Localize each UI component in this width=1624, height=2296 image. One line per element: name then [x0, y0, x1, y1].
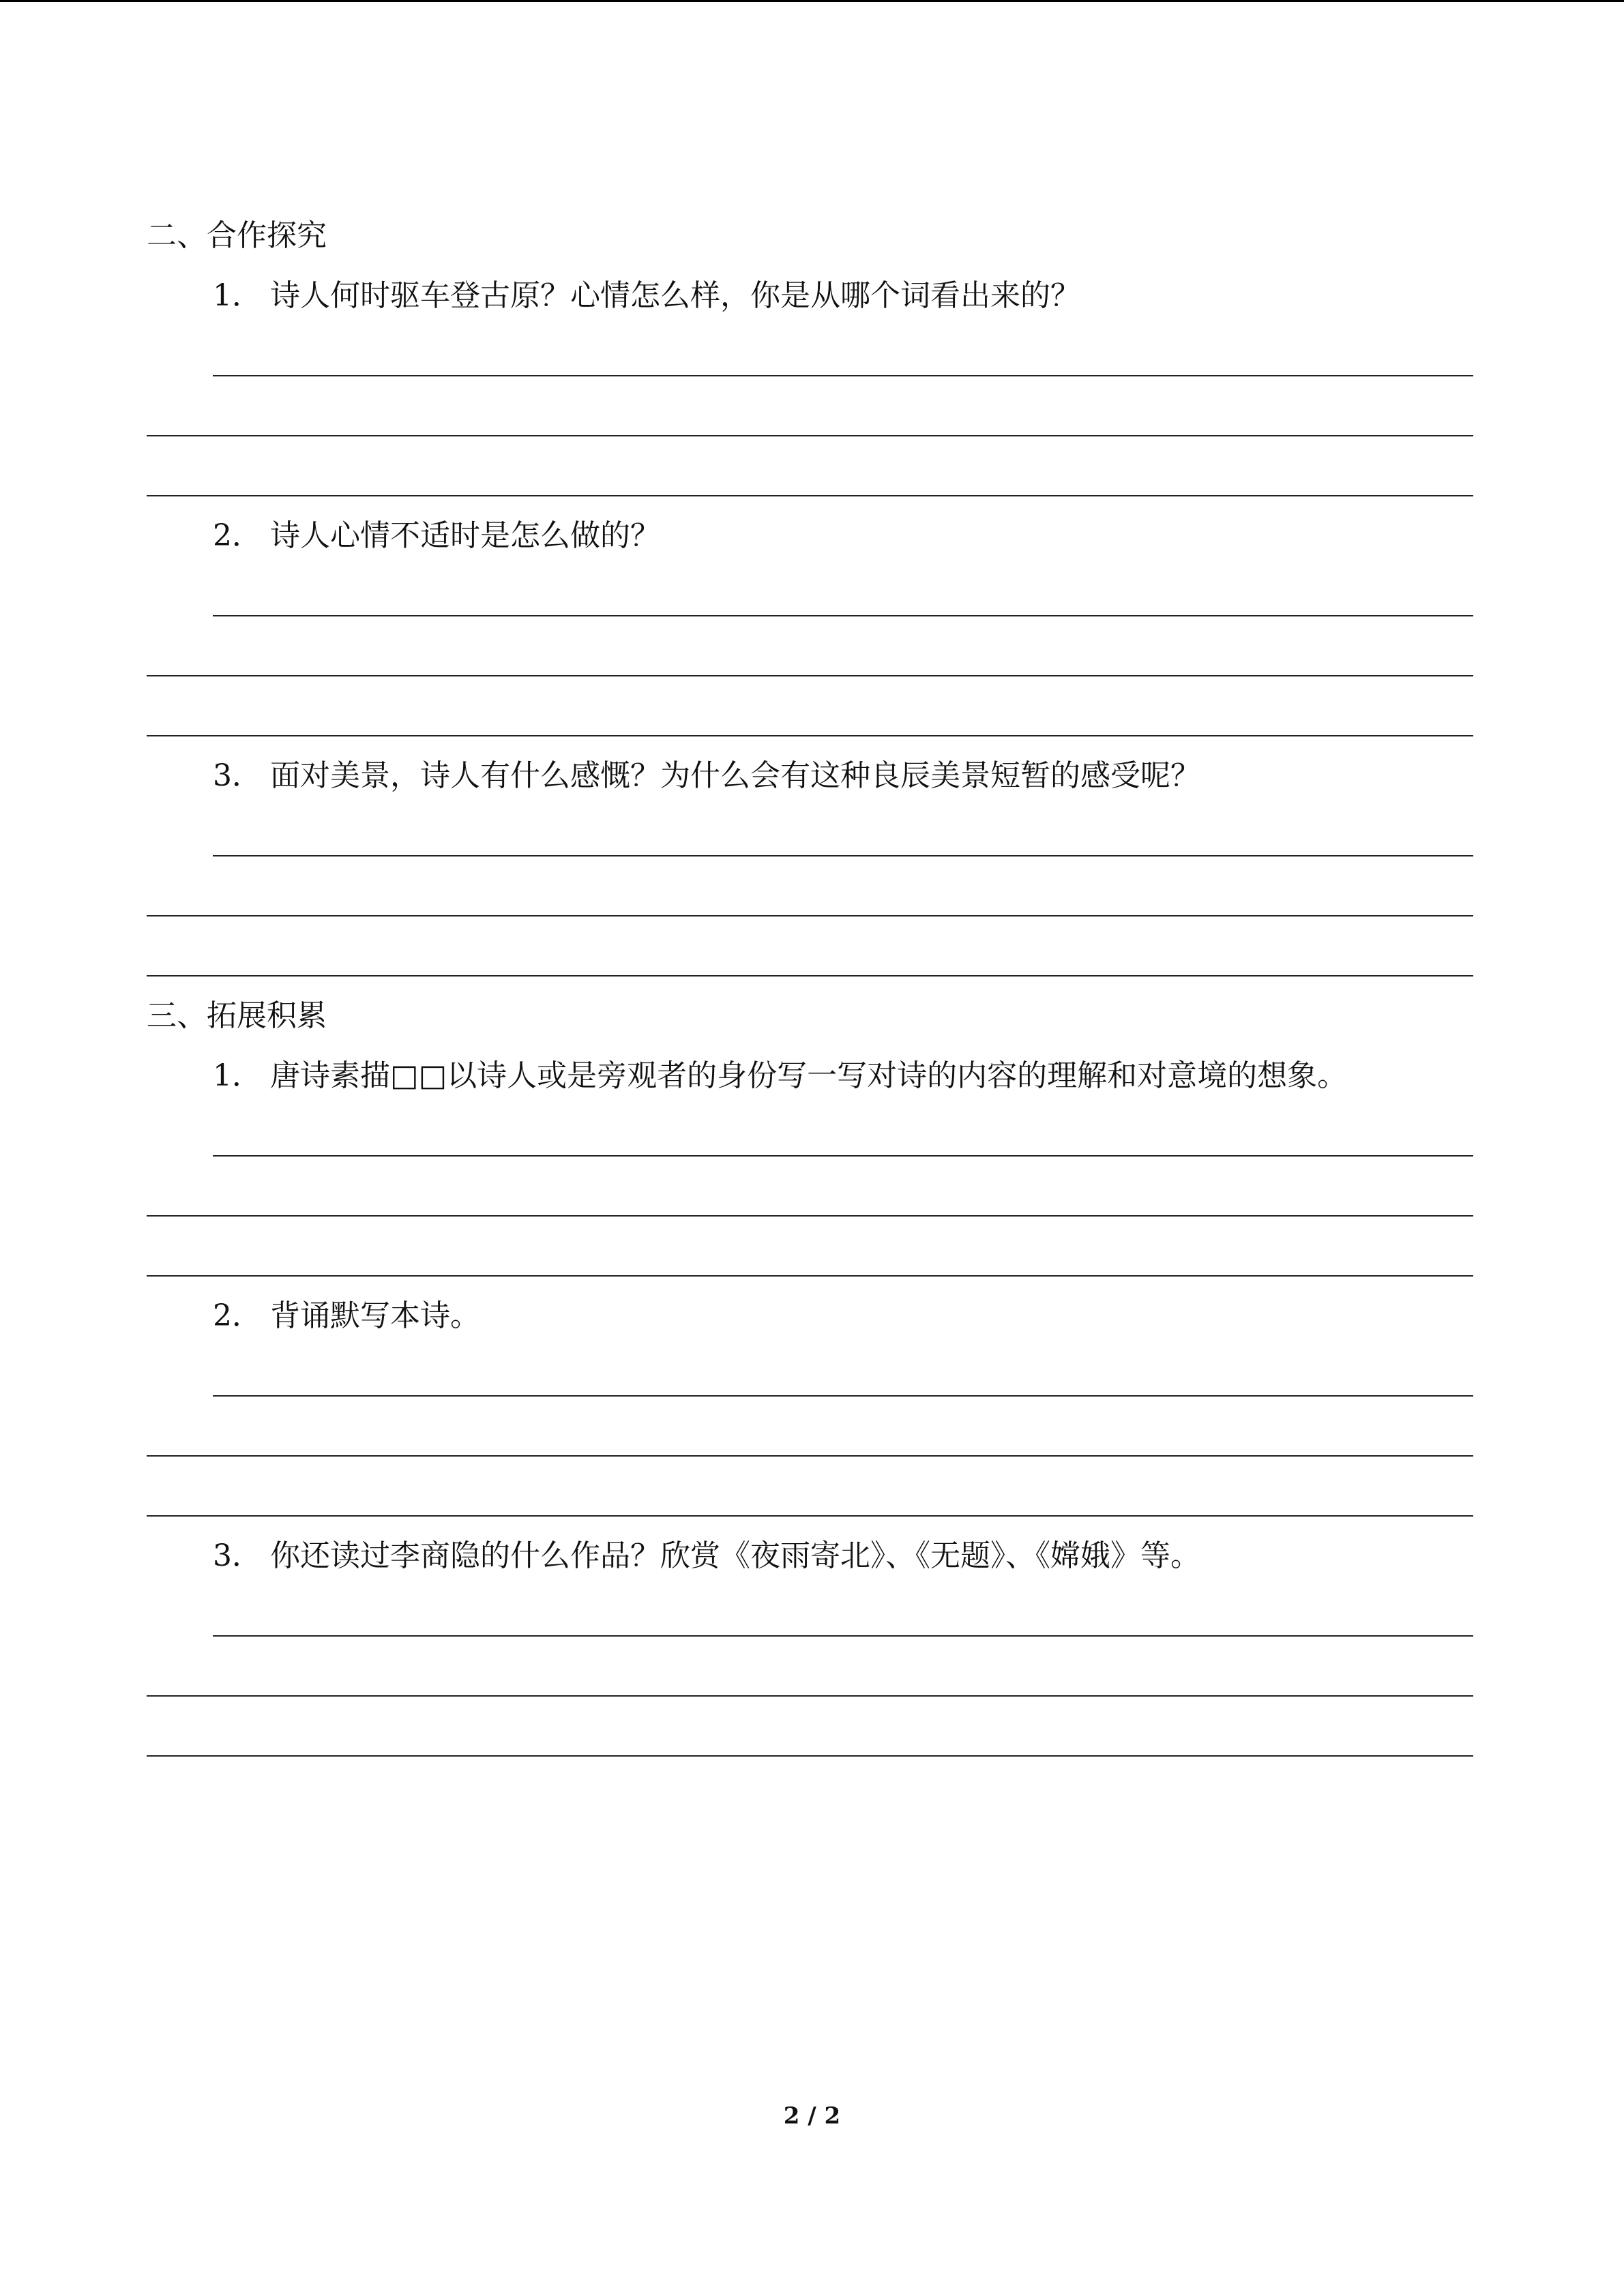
- question-text: 面对美景，诗人有什么感慨？为什么会有这种良辰美景短暂的感受呢？: [270, 758, 1200, 793]
- question-text: 你还读过李商隐的什么作品？欣赏《夜雨寄北》、《无题》、《嫦娥》等。: [270, 1538, 1200, 1573]
- answer-line[interactable]: [147, 915, 1473, 916]
- answer-line[interactable]: [213, 855, 1473, 856]
- answer-line[interactable]: [147, 495, 1473, 496]
- answer-line[interactable]: [147, 1755, 1473, 1757]
- answer-line[interactable]: [147, 735, 1473, 736]
- section-heading-extended-accumulation: 三、拓展积累: [147, 998, 327, 1033]
- answer-line[interactable]: [213, 1635, 1473, 1637]
- answer-line[interactable]: [147, 1695, 1473, 1697]
- top-border: [0, 0, 1624, 2]
- answer-line[interactable]: [147, 435, 1473, 436]
- answer-line[interactable]: [147, 975, 1473, 976]
- question-number: 3．: [213, 758, 262, 793]
- answer-line[interactable]: [147, 1275, 1473, 1277]
- question-2-1: [213, 275, 1080, 316]
- question-number: 2．: [213, 1298, 262, 1333]
- question-number: 3．: [213, 1538, 262, 1573]
- answer-line[interactable]: [147, 675, 1473, 676]
- question-number: 1．: [213, 278, 262, 313]
- section-heading-cooperative-inquiry: 二、合作探究: [147, 218, 327, 253]
- answer-line[interactable]: [213, 1395, 1473, 1397]
- answer-line[interactable]: [213, 615, 1473, 616]
- answer-line[interactable]: [147, 1455, 1473, 1457]
- question-3-2: [213, 1296, 480, 1337]
- answer-line[interactable]: [213, 1155, 1473, 1157]
- question-3-3: [213, 1536, 1200, 1577]
- question-number: 1．: [213, 1058, 262, 1093]
- question-2-2: [213, 516, 660, 556]
- page-number: 2 / 2: [783, 2102, 841, 2130]
- question-3-1: [213, 1056, 1347, 1097]
- question-text: 诗人心情不适时是怎么做的？: [270, 518, 660, 553]
- question-text: 背诵默写本诗。: [270, 1298, 480, 1333]
- answer-line[interactable]: [147, 1215, 1473, 1217]
- question-text: 唐诗素描□□以诗人或是旁观者的身份写一写对诗的内容的理解和对意境的想象。: [270, 1058, 1348, 1093]
- question-2-3: [213, 756, 1200, 796]
- question-text: 诗人何时驱车登古原？心情怎么样，你是从哪个词看出来的？: [270, 278, 1080, 313]
- answer-line[interactable]: [147, 1515, 1473, 1517]
- answer-line[interactable]: [213, 375, 1473, 376]
- question-number: 2．: [213, 518, 262, 553]
